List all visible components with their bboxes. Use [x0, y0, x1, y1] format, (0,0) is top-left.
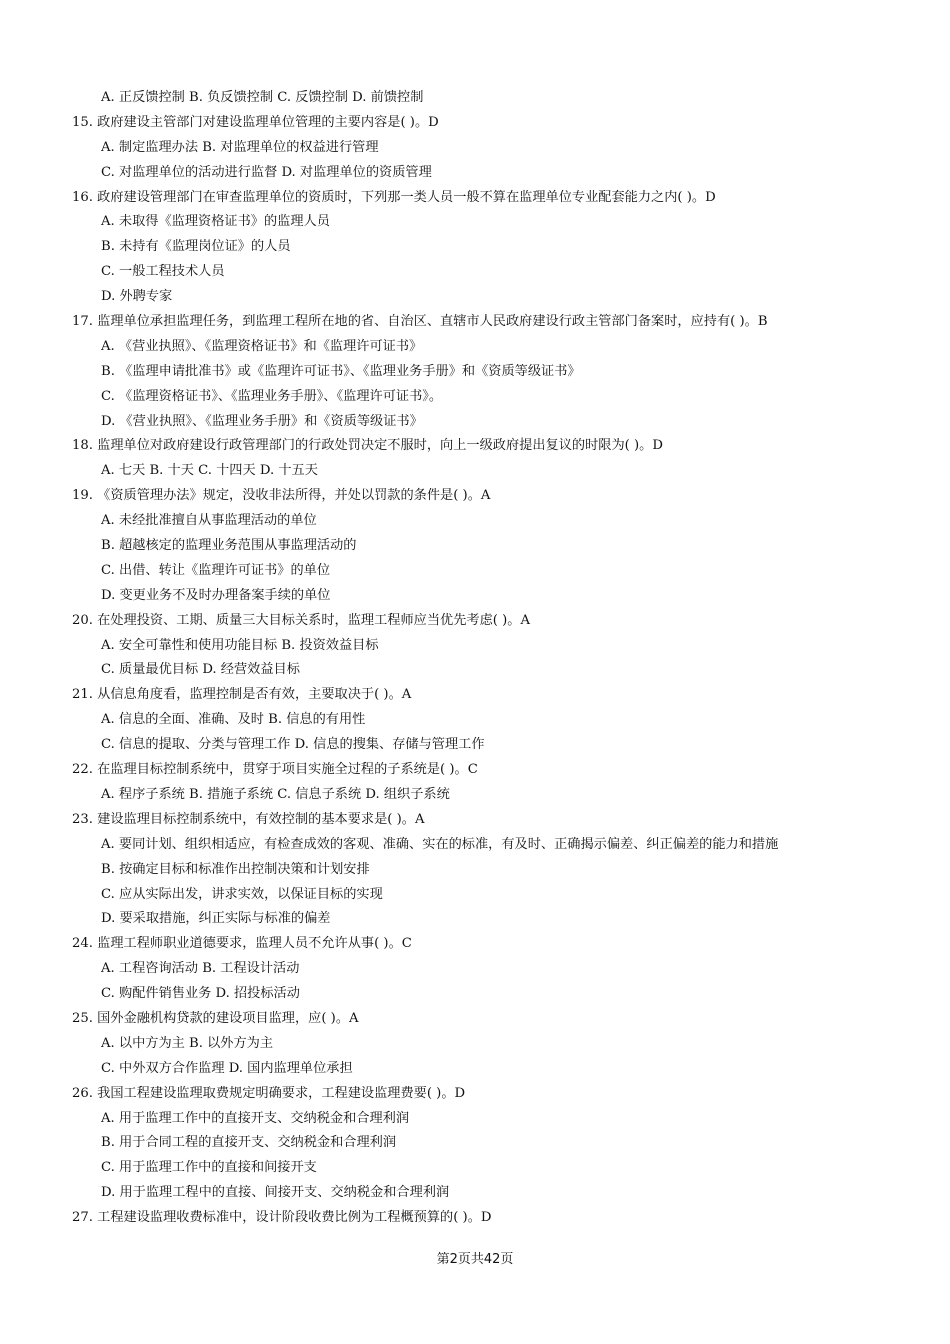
option-line: D. 外聘专家: [101, 289, 173, 305]
question-line: 17. 监理单位承担监理任务，到监理工程所在地的省、自治区、直辖市人民政府建设行政主管部门备案时，应持有( )。B: [72, 314, 768, 330]
option-line: A. 工程咨询活动 B. 工程设计活动: [101, 961, 300, 977]
option-line: B. 未持有《监理岗位证》的人员: [101, 239, 291, 255]
option-line: C. 《监理资格证书》、《监理业务手册》、《监理许可证书》。: [101, 388, 443, 404]
option-line: A. 信息的全面、准确、及时 B. 信息的有用性: [101, 712, 366, 728]
question-line: 18. 监理单位对政府建设行政管理部门的行政处罚决定不服时，向上一级政府提出复议的时限为( )。D: [72, 438, 663, 454]
option-line: C. 应从实际出发，讲求实效，以保证目标的实现: [101, 886, 383, 902]
question-line: 16. 政府建设管理部门在审查监理单位的资质时，下列那一类人员一般不算在监理单位专业配套能力之内( )。D: [72, 189, 716, 205]
option-line: C. 质量最优目标 D. 经营效益目标: [101, 662, 300, 678]
option-line: A. 《营业执照》、《监理资格证书》和《监理许可证书》: [101, 338, 423, 354]
option-line: B. 超越核定的监理业务范围从事监理活动的: [101, 538, 357, 554]
question-line: 26. 我国工程建设监理取费规定明确要求，工程建设监理费要( )。D: [72, 1085, 466, 1101]
option-line: A. 七天 B. 十天 C. 十四天 D. 十五天: [101, 463, 318, 479]
question-line: 20. 在处理投资、工期、质量三大目标关系时，监理工程师应当优先考虑( )。A: [72, 612, 530, 628]
question-line: 15. 政府建设主管部门对建设监理单位管理的主要内容是( )。D: [72, 114, 439, 130]
option-line: A. 未经批准擅自从事监理活动的单位: [101, 513, 317, 529]
option-line: C. 用于监理工作中的直接和间接开支: [101, 1160, 317, 1176]
option-line: A. 未取得《监理资格证书》的监理人员: [101, 214, 330, 230]
question-line: 27. 工程建设监理收费标准中，设计阶段收费比例为工程概预算的( )。D: [72, 1210, 492, 1226]
option-line: D. 《营业执照》、《监理业务手册》和《资质等级证书》: [101, 413, 423, 429]
option-line: A. 要同计划、组织相适应，有检查成效的客观、准确、实在的标准，有及时、正确揭示偏差、纠正偏差的能力和措施: [101, 836, 779, 852]
page-number: 第2页共42页: [436, 1252, 514, 1267]
option-line: A. 用于监理工作中的直接开支、交纳税金和合理利润: [101, 1110, 410, 1126]
option-line: A. 制定监理办法 B. 对监理单位的权益进行管理: [101, 139, 379, 155]
option-line: B. 按确定目标和标准作出控制决策和计划安排: [101, 861, 370, 877]
option-line: A. 安全可靠性和使用功能目标 B. 投资效益目标: [101, 637, 379, 653]
option-line: D. 变更业务不及时办理备案手续的单位: [101, 587, 331, 603]
question-line: 23. 建设监理目标控制系统中，有效控制的基本要求是( )。A: [72, 811, 425, 827]
question-line: 25. 国外金融机构贷款的建设项目监理，应( )。A: [72, 1010, 359, 1026]
option-line: D. 用于监理工程中的直接、间接开支、交纳税金和合理利润: [101, 1185, 450, 1201]
question-line: 24. 监理工程师职业道德要求，监理人员不允许从事( )。C: [72, 936, 412, 952]
question-line: 22. 在监理目标控制系统中，贯穿于项目实施全过程的子系统是( )。C: [72, 762, 478, 778]
page-content: [0, 86, 950, 1231]
option-line: C. 中外双方合作监理 D. 国内监理单位承担: [101, 1060, 353, 1076]
option-line: C. 出借、转让《监理许可证书》的单位: [101, 562, 331, 578]
question-line: 21. 从信息角度看，监理控制是否有效，主要取决于( )。A: [72, 687, 412, 703]
option-line: D. 要采取措施，纠正实际与标准的偏差: [101, 911, 331, 927]
option-line: A. 以中方为主 B. 以外方为主: [101, 1035, 274, 1051]
option-line: B. 《监理申请批准书》或《监理许可证书》、《监理业务手册》和《资质等级证书》: [101, 363, 581, 379]
option-line: C. 对监理单位的活动进行监督 D. 对监理单位的资质管理: [101, 164, 432, 180]
option-line: C. 购配件销售业务 D. 招投标活动: [101, 986, 300, 1002]
question-line: 19. 《资质管理办法》规定，没收非法所得，并处以罚款的条件是( )。A: [72, 488, 491, 504]
option-line: A. 正反馈控制 B. 负反馈控制 C. 反馈控制 D. 前馈控制: [101, 90, 424, 105]
option-line: C. 一般工程技术人员: [101, 264, 225, 280]
option-line: C. 信息的提取、分类与管理工作 D. 信息的搜集、存储与管理工作: [101, 737, 485, 753]
option-line: A. 程序子系统 B. 措施子系统 C. 信息子系统 D. 组织子系统: [101, 786, 450, 802]
option-line: B. 用于合同工程的直接开支、交纳税金和合理利润: [101, 1135, 397, 1151]
